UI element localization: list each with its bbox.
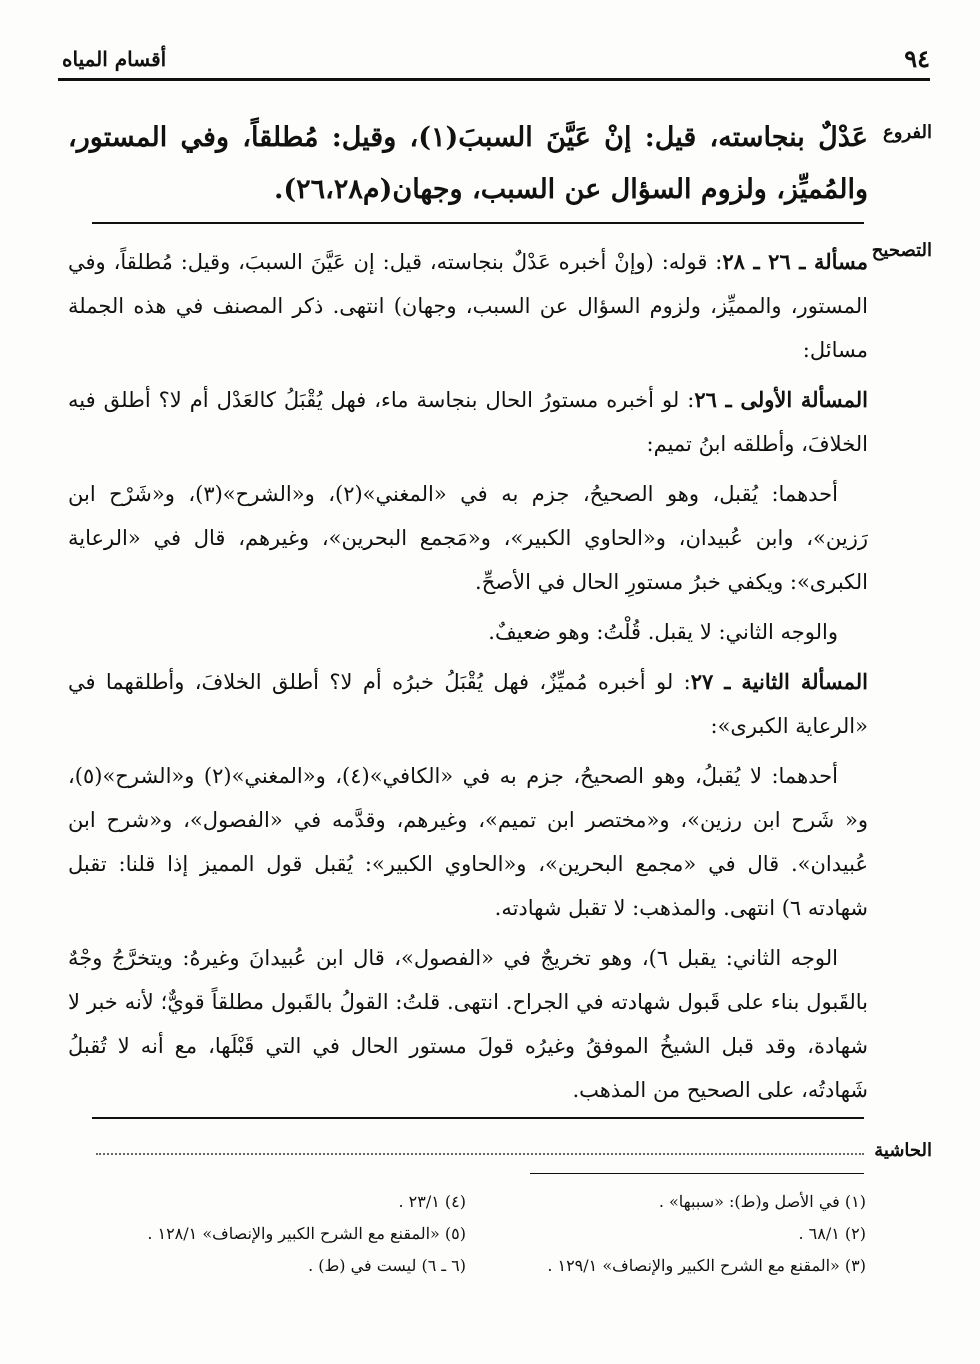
paragraph-first-issue bbox=[68, 378, 868, 466]
label-furu: الفروع bbox=[883, 122, 932, 143]
footnote-1: (١) في الأصل و(ط): «سببها» . bbox=[658, 1192, 866, 1211]
running-title: أقسام المياه bbox=[62, 47, 167, 71]
body-end-rule bbox=[92, 1117, 864, 1119]
footnote-separator bbox=[530, 1173, 864, 1174]
paragraph-second-view: والوجه الثاني: لا يقبل. قُلْتُ: وهو ضعيفٌ. bbox=[488, 620, 838, 644]
hashiya-dotted-rule bbox=[96, 1153, 864, 1155]
footnotes-right-column bbox=[516, 1186, 866, 1282]
page-header bbox=[58, 46, 930, 72]
page-number: ٩٤ bbox=[904, 44, 930, 73]
masala-text: : قوله: (وإنْ أخبره عَدْلٌ بنجاسته، قيل: إن عَيَّنَ السببَ، وقيل: مُطلقاً، وفي المستور، والمميِّز، ولزوم السؤال عن السبب، وجهان) انتهى. ذكر المصنف في هذه الجملة مسائل: bbox=[68, 250, 868, 362]
paragraph-masala bbox=[68, 240, 868, 372]
masala-heading: مسألة ـ ٢٦ ـ ٢٨ bbox=[722, 249, 869, 274]
paragraph-second-issue-first-view: أحدهما: لا يُقبلُ، وهو الصحيحُ، جزم به في «الكافي»(٤)، و«المغني»(٢) و«الشرح»(٥)، و« شَرح ابن رزين»، و«مختصر ابن تميم»، وغيرهم، وقدَّمه في «الفصول»، و«شرح ابن عُبيدان». قال في «مجمع البحرين»، و«الحاوي الكبير»: يُقبل قول المميز إذا قلنا: تقبل شهادته ٦) انتهى. والمذهب: لا تقبل شهادته. bbox=[68, 764, 868, 920]
first-issue-text: : لو أخبره مستورُ الحال بنجاسة ماء، فهل يُقْبَلُ كالعَدْل أم لا؟ أطلق فيه الخلافَ، وأطلقه ابنُ تميم: bbox=[68, 388, 868, 456]
footnote-3: (٣) «المقنع مع الشرح الكبير والإنصاف» ١٢٩/١ . bbox=[547, 1256, 866, 1275]
footnote-4: (٤) ٢٣/١ . bbox=[398, 1192, 466, 1211]
first-issue-heading: المسألة الأولى ـ ٢٦ bbox=[694, 387, 869, 412]
paragraph-second-issue-second-view: الوجه الثاني: يقبل ٦)، وهو تخريجٌ في «الفصول»، قال ابن عُبيدانَ وغيرهُ: ويتخرَّجُ وجْهٌ بالقَبول بناء على قَبول شهادته في الجراح. انتهى. قلتُ: القولُ بالقَبول مطلقاً قويٌّ؛ لأنه خبر لا شهادة، وقد قبل الشيخُ الموفقُ وغيرُه قولَ مستور الحال في التي قَبْلَها، مع أنه لا تُقبلُ شَهادتُه، على الصحيح من المذهب. bbox=[68, 946, 868, 1102]
label-hashiya: الحاشية bbox=[874, 1140, 932, 1161]
second-issue-heading: المسألة الثانية ـ ٢٧ bbox=[690, 669, 868, 694]
footnote-5: (٥) «المقنع مع الشرح الكبير والإنصاف» ١٢٨/١ . bbox=[147, 1224, 466, 1243]
header-rule bbox=[58, 78, 930, 81]
footnote-6: (٦ ـ ٦) ليست في (ط) . bbox=[308, 1256, 466, 1275]
tashih-body bbox=[68, 240, 868, 1118]
footnote-2: (٢) ٦٨/١ . bbox=[798, 1224, 866, 1243]
section-divider bbox=[92, 222, 864, 224]
second-issue-text: : لو أخبره مُميِّزٌ، فهل يُقْبَلُ خبرُه أم لا؟ أطلق الخلافَ، وأطلقهما في «الرعاية الكبرى»: bbox=[68, 670, 868, 738]
furu-text: عَدْلٌ بنجاسته، قيل: إنْ عَيَّنَ السببَ(١)، وقيل: مُطلقاً، وفي المستور، والمُميِّز، ولزوم السؤال عن السبب، وجهان(م٢٦،٢٨). bbox=[68, 122, 868, 205]
paragraph-first-view: أحدهما: يُقبل، وهو الصحيحُ، جزم به في «المغني»(٢)، و«الشرح»(٣)، و«شَرْح ابن رَزين»، وابن عُبيدان، و«الحاوي الكبير»، و«مَجمع البحرين»، وغيرهم، قال في «الرعاية الكبرى»: ويكفي خبرُ مستورِ الحال في الأصحِّ. bbox=[68, 482, 868, 594]
paragraph-second-issue bbox=[68, 660, 868, 748]
footnotes-left-column bbox=[66, 1186, 466, 1282]
label-tashih: التصحيح bbox=[871, 240, 932, 261]
